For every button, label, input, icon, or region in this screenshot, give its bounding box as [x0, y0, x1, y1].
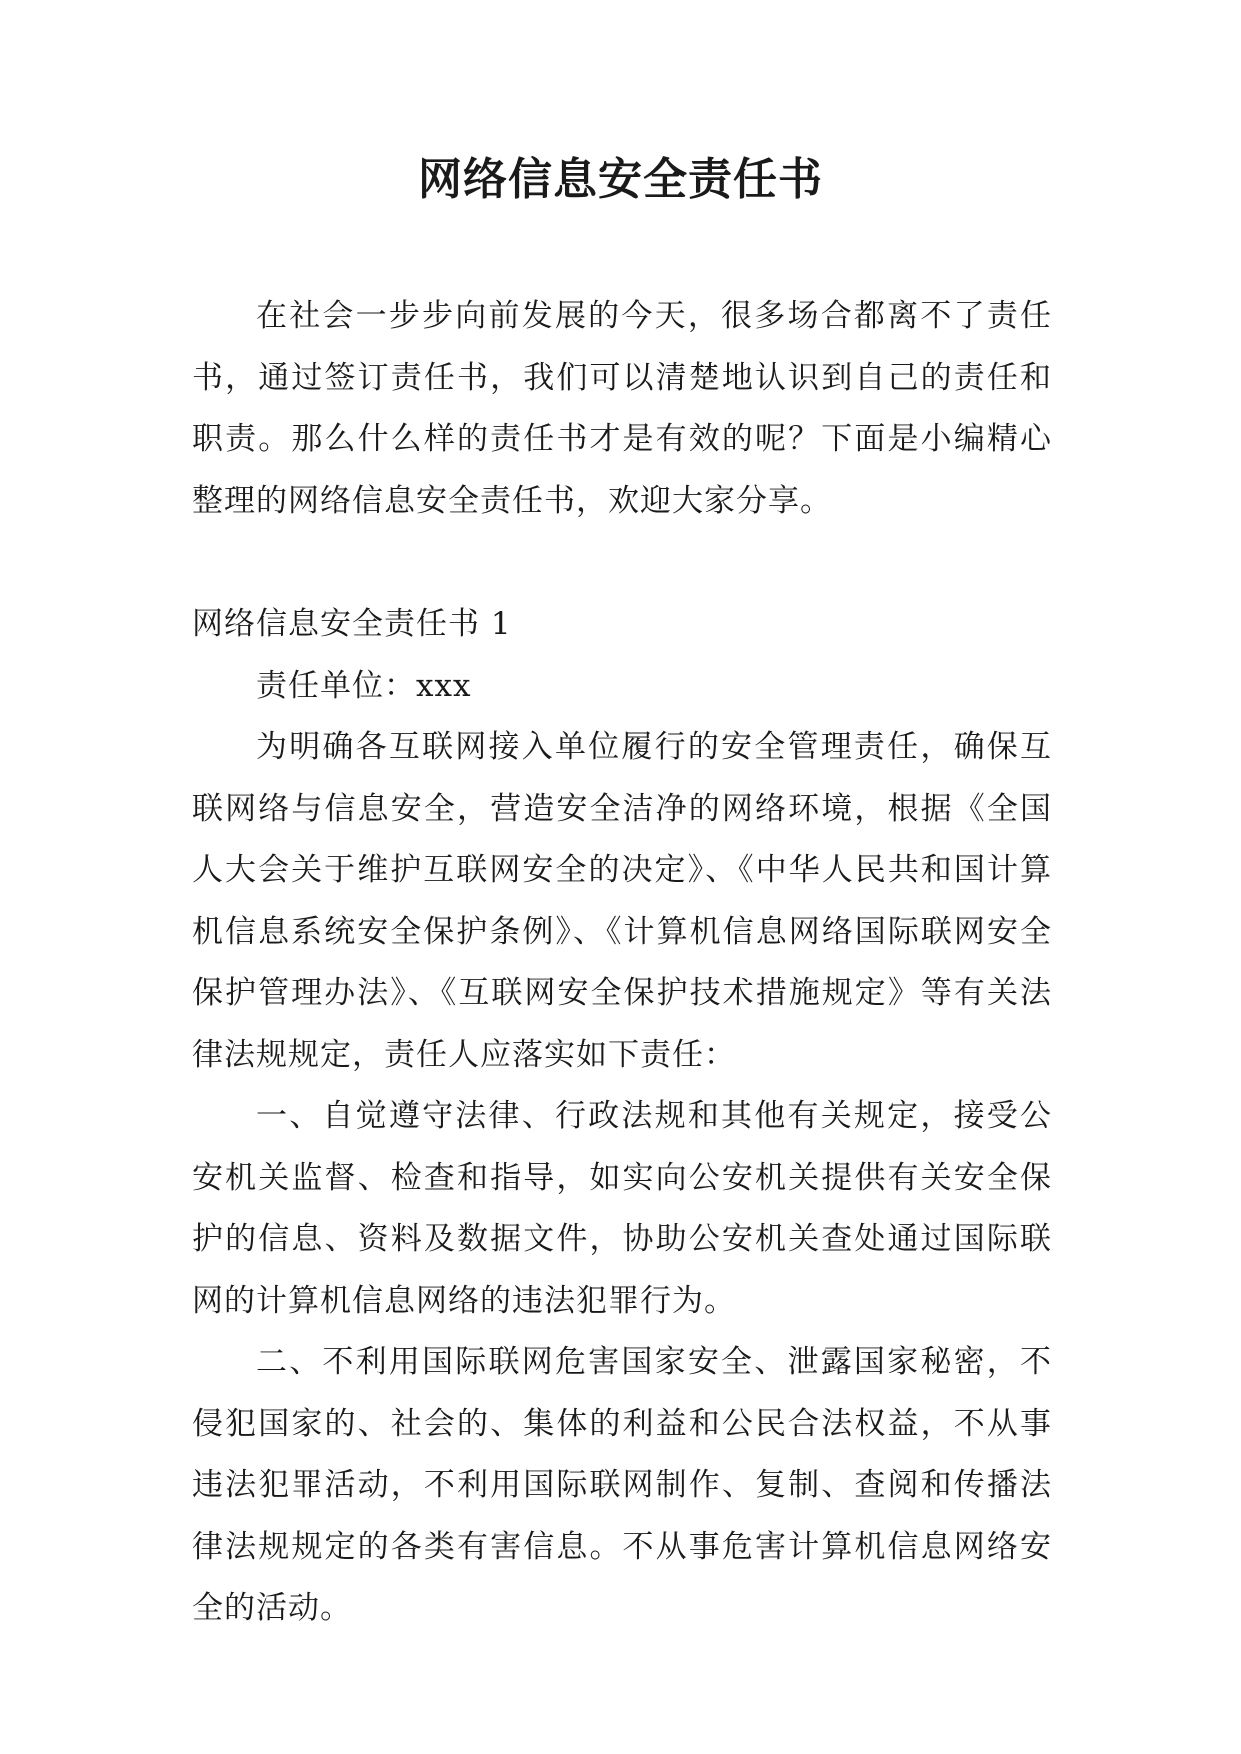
document-title: 网络信息安全责任书: [418, 154, 823, 205]
clause-one: 一、自觉遵守法律、行政法规和其他有关规定，接受公安机关监督、检查和指导，如实向公安机关提供有关安全保护的信息、资料及数据文件，协助公安机关查处通过国际联网的计算机信息网络的违法犯罪行为。: [192, 1098, 1052, 1319]
paragraph-spacer: [192, 532, 1052, 594]
clause-two: 二、不利用国际联网危害国家安全、泄露国家秘密，不侵犯国家的、社会的、集体的利益和公民合法权益，不从事违法犯罪活动，不利用国际联网制作、复制、查阅和传播法律法规规定的各类有害信息。不从事危害计算机信息网络安全的活动。: [192, 1344, 1052, 1626]
body-paragraph: 为明确各互联网接入单位履行的安全管理责任，确保互联网络与信息安全，营造安全洁净的网络环境，根据《全国人大会关于维护互联网安全的决定》、《中华人民共和国计算机信息系统安全保护条例》、《计算机信息网络国际联网安全保护管理办法》、《互联网安全保护技术措施规定》等有关法律法规规定，责任人应落实如下责任：: [192, 729, 1052, 1073]
intro-paragraph: 在社会一步步向前发展的今天，很多场合都离不了责任书，通过签订责任书，我们可以清楚地认识到自己的责任和职责。那么什么样的责任书才是有效的呢？下面是小编精心整理的网络信息安全责任书，欢迎大家分享。: [192, 298, 1052, 519]
section-heading: 网络信息安全责任书 1: [192, 606, 512, 642]
document-body: [192, 286, 1052, 1640]
responsible-unit: 责任单位：xxx: [256, 667, 472, 704]
